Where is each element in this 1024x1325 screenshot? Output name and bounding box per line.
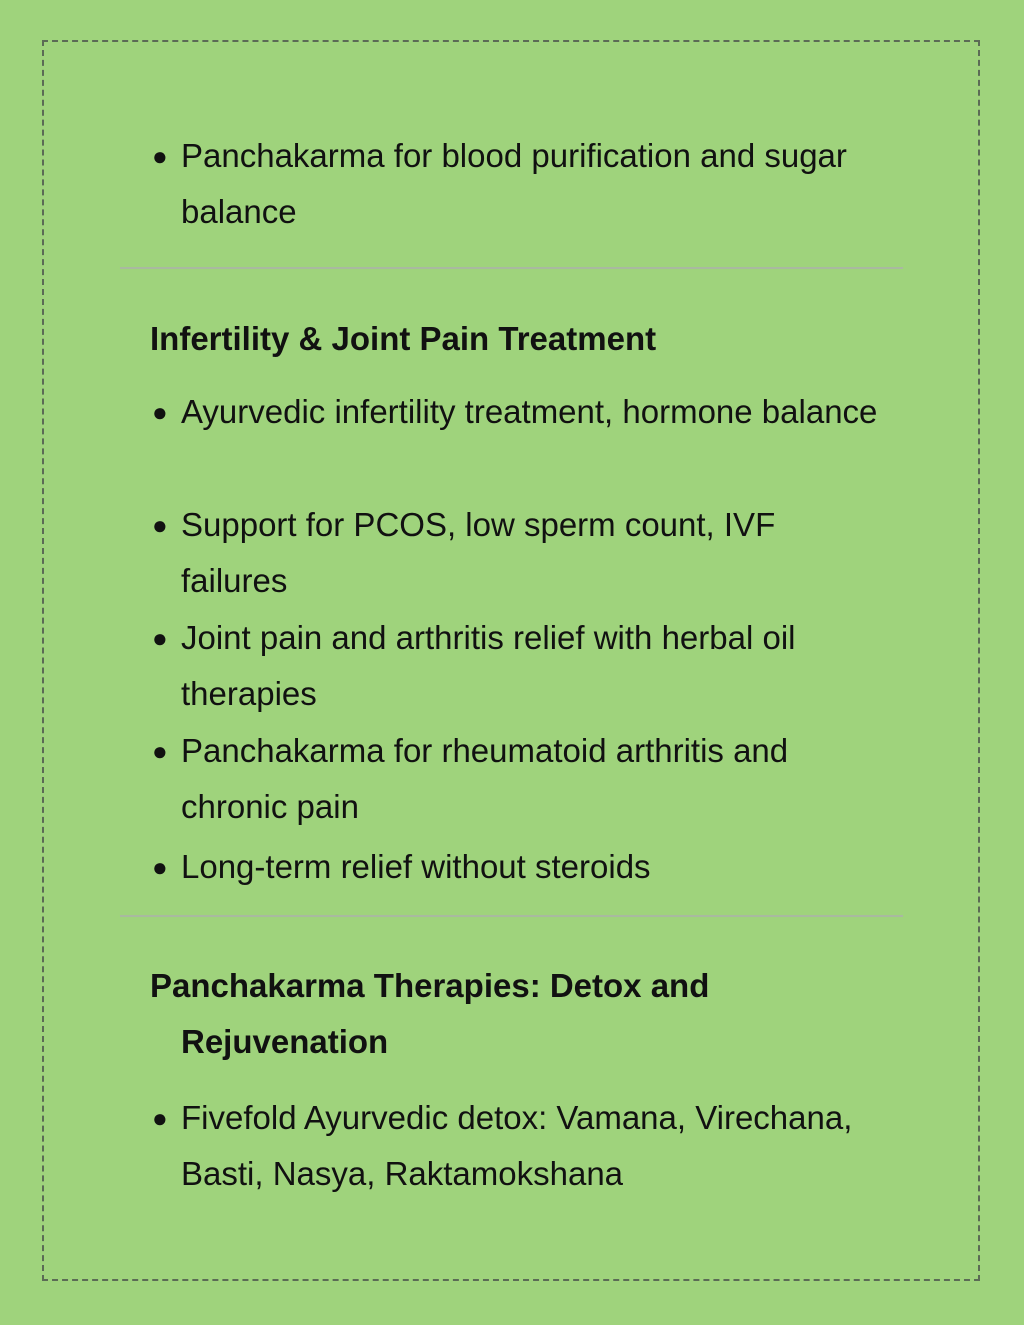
bullet-icon: ● [152,623,168,653]
heading-line: Panchakarma Therapies: Detox and [150,967,710,1004]
list-item-text: Fivefold Ayurvedic detox: Vamana, Virechana, Basti, Nasya, Raktamokshana [181,1099,853,1192]
list-item-text: Panchakarma for blood purification and sugar balance [181,137,847,230]
list-item-text: Ayurvedic infertility treatment, hormone balance [181,393,878,430]
list-item-text: Joint pain and arthritis relief with herbal oil therapies [181,619,796,712]
bullet-icon: ● [152,510,168,540]
list-item-text: Long-term relief without steroids [181,848,651,885]
list-item [152,1090,882,1202]
section-divider [120,267,903,269]
list-item [152,497,882,609]
bullet-icon: ● [152,852,168,882]
bullet-icon: ● [152,1103,168,1133]
list-item [152,610,882,722]
list-item [152,128,882,240]
list-item [152,723,882,835]
section-heading-infertility-joint-pain: Infertility & Joint Pain Treatment [150,320,657,357]
list-item-text: Panchakarma for rheumatoid arthritis and chronic pain [181,732,789,825]
heading-line: Rejuvenation [181,1023,389,1060]
section-heading-panchakarma-therapies [150,958,890,1070]
bullet-icon: ● [152,736,168,766]
list-item [152,839,882,895]
bullet-icon: ● [152,141,168,171]
bullet-icon: ● [152,397,168,427]
section-divider [120,915,903,917]
list-item-text: Support for PCOS, low sperm count, IVF failures [181,506,776,599]
list-item [152,384,882,440]
